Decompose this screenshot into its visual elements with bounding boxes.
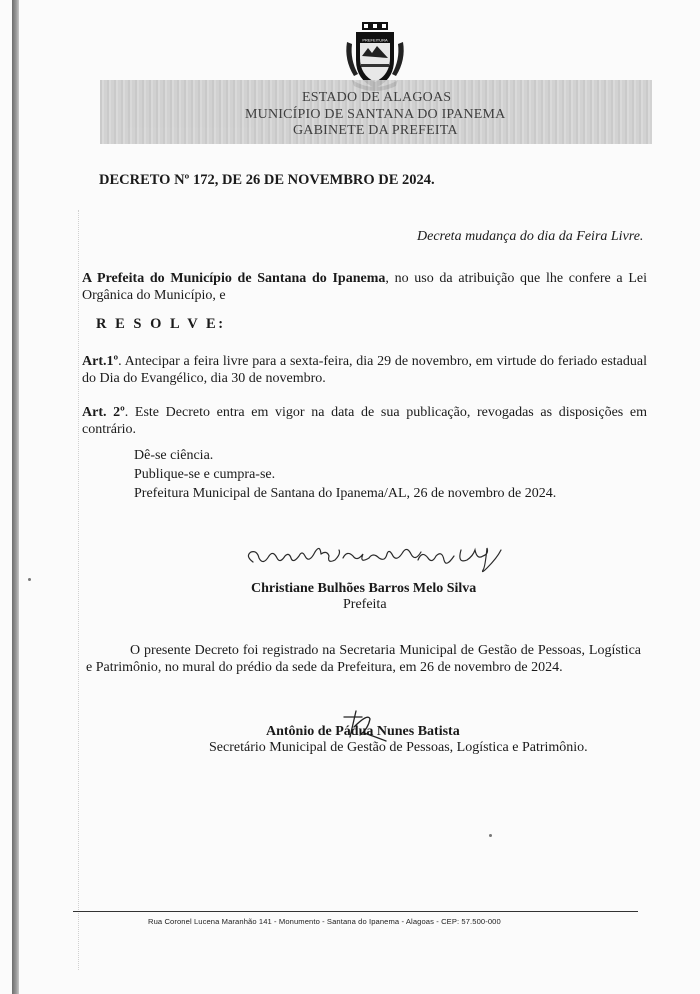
closing-line: Prefeitura Municipal de Santana do Ipanema/AL, 26 de novembro de 2024.	[134, 486, 557, 501]
decree-summary: Decreta mudança do dia da Feira Livre.	[417, 229, 644, 244]
preamble-paragraph	[82, 270, 647, 304]
letterhead-band	[100, 80, 652, 144]
closing-line: Dê-se ciência.	[134, 448, 214, 463]
article-2	[82, 404, 647, 438]
article-1	[82, 353, 647, 387]
scan-speck	[28, 578, 31, 581]
header-office: GABINETE DA PREFEITA	[293, 123, 458, 138]
article-2-text: . Este Decreto entra em vigor na data de sua publicação, revogadas as disposições em contrário.	[82, 405, 648, 437]
secretary-name: Antônio de Pádua Nunes Batista	[266, 724, 460, 739]
scan-speck	[489, 834, 492, 837]
decree-title: DECRETO Nº 172, DE 26 DE NOVEMBRO DE 2024.	[99, 172, 435, 188]
article-1-text: . Antecipar a feira livre para a sexta-feira, dia 29 de novembro, em virtude do feriado estadual do Dia do Evangélico, dia 30 de novembro.	[82, 354, 647, 386]
svg-text:PREFEITURA: PREFEITURA	[362, 37, 388, 43]
header-state: ESTADO DE ALAGOAS	[302, 90, 452, 105]
secretary-role: Secretário Municipal de Gestão de Pessoas, Logística e Patrimônio.	[209, 740, 588, 755]
article-1-label: Art.1º	[82, 354, 119, 369]
scan-edge-bar	[12, 0, 19, 994]
mayor-signature	[243, 540, 533, 580]
footer-address: Rua Coronel Lucena Maranhão 141 - Monumento - Santana do Ipanema - Alagoas - CEP: 57.500-000	[148, 917, 501, 926]
preamble-subject: A Prefeita do Município de Santana do Ipanema	[82, 271, 386, 286]
mayor-name: Christiane Bulhões Barros Melo Silva	[251, 581, 477, 596]
mayor-role: Prefeita	[343, 597, 387, 612]
resolve-heading: R E S O L V E:	[96, 316, 226, 332]
scan-artifact-line	[78, 210, 81, 970]
preamble-text: , no uso da atribuição que lhe confere a Lei Orgânica do Município, e	[82, 271, 647, 303]
closing-line: Publique-se e cumpra-se.	[134, 467, 276, 482]
article-2-label: Art. 2º	[82, 405, 125, 420]
closing-block	[134, 446, 556, 503]
header-municipality: MUNICÍPIO DE SANTANA DO IPANEMA	[245, 107, 506, 122]
registration-paragraph: O presente Decreto foi registrado na Secretaria Municipal de Gestão de Pessoas, Logística e Patrimônio, no mural do prédio da sede da Prefeitura, em 26 de novembro de 2024.	[86, 643, 641, 675]
footer-divider	[73, 911, 638, 912]
